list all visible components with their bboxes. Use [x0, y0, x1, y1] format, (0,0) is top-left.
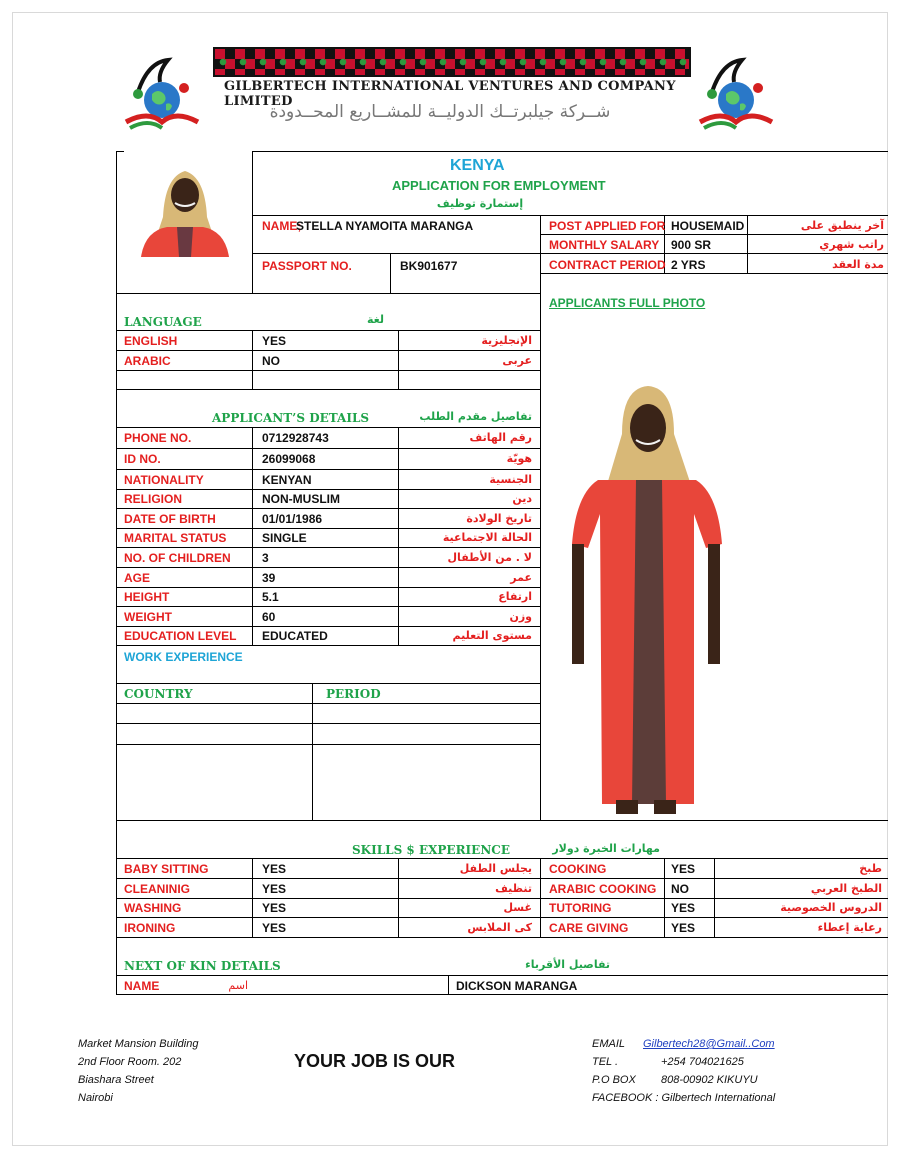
- skill-value: YES: [262, 862, 287, 876]
- details-heading-arabic: تفاصيل مقدم الطلب: [419, 410, 532, 423]
- applicant-full-photo: [566, 384, 726, 820]
- email-link[interactable]: Gilbertech28@Gmail..Com: [643, 1038, 775, 1050]
- details-row-value: NON-MUSLIM: [262, 492, 340, 506]
- skill-arabic: رعاية إعطاء: [817, 921, 882, 934]
- language-row-label: ENGLISH: [124, 334, 178, 348]
- details-row-arabic: ارتفاع: [498, 590, 532, 603]
- details-row-label: HEIGHT: [124, 590, 170, 604]
- details-row-label: MARITAL STATUS: [124, 531, 227, 545]
- skill-arabic: الدروس الخصوصية: [780, 901, 882, 914]
- footer-slogan: YOUR JOB IS OUR: [294, 1051, 456, 1071]
- details-row-value: 60: [262, 610, 276, 624]
- details-row-arabic: تاريخ الولادة: [466, 512, 532, 525]
- details-row-value: 0712928743: [262, 431, 329, 445]
- post-label: POST APPLIED FOR: [549, 219, 666, 233]
- address-line: Market Mansion Building: [78, 1038, 199, 1050]
- details-row-label: NATIONALITY: [124, 473, 204, 487]
- skill-arabic: كى الملابس: [467, 921, 532, 934]
- company-name-english: GILBERTECH INTERNATIONAL VENTURES AND COMPANY LIMITED: [224, 79, 676, 109]
- skill-arabic: غسل: [503, 901, 532, 914]
- details-row-arabic: رقم الهاتف: [469, 431, 532, 444]
- skill-label: CLEANINIG: [124, 882, 190, 896]
- details-row-label: WEIGHT: [124, 610, 172, 624]
- pobox-label: P.O BOX: [592, 1074, 636, 1086]
- details-row-value: KENYAN: [262, 473, 312, 487]
- skill-value: YES: [671, 862, 696, 876]
- post-value: HOUSEMAID: [671, 219, 745, 233]
- details-row-label: EDUCATION LEVEL: [124, 629, 237, 643]
- company-name-arabic: شــركة جيلبرتــك الدوليــة للمشــاريع المحــدودة: [269, 102, 611, 122]
- skill-label: ARABIC COOKING: [549, 882, 657, 896]
- company-logo-right: [692, 52, 780, 136]
- details-row-arabic: لا . من الأطفال: [447, 551, 532, 564]
- address-line: Nairobi: [78, 1092, 113, 1104]
- address-line: Biashara Street: [78, 1074, 154, 1086]
- form-country: KENYA: [450, 157, 505, 174]
- kin-name-arabic: اسم: [228, 979, 248, 992]
- skill-label: CARE GIVING: [549, 921, 629, 935]
- skill-label: WASHING: [124, 901, 182, 915]
- kin-heading: NEXT OF KIN DETAILS: [124, 959, 281, 973]
- form-title-arabic: إستمارة توظيف: [436, 197, 524, 210]
- skill-arabic: طبخ: [859, 862, 882, 875]
- details-row-arabic: دين: [512, 492, 532, 505]
- details-row-arabic: الحالة الاجتماعية: [442, 531, 532, 544]
- tel-label: TEL .: [592, 1056, 619, 1068]
- language-row-label: ARABIC: [124, 354, 171, 368]
- skill-label: TUTORING: [549, 901, 612, 915]
- skill-value: YES: [262, 921, 287, 935]
- contract-value: 2 YRS: [671, 258, 706, 272]
- details-row-label: AGE: [124, 571, 151, 585]
- salary-arabic: راتب شهري: [819, 238, 884, 251]
- skill-value: YES: [262, 882, 287, 896]
- skill-label: IRONING: [124, 921, 176, 935]
- tel-value: +254 704021625: [661, 1056, 744, 1068]
- facebook-text: FACEBOOK : Gilbertech International: [592, 1092, 776, 1104]
- skill-arabic: الطبخ العربي: [810, 882, 882, 895]
- kin-name-value: DICKSON MARANGA: [456, 979, 578, 993]
- details-row-label: DATE OF BIRTH: [124, 512, 216, 526]
- name-value: STELLA NYAMOITA MARANGA: [296, 219, 474, 233]
- details-row-value: 26099068: [262, 452, 316, 466]
- details-row-value: 01/01/1986: [262, 512, 323, 526]
- skill-value: NO: [671, 882, 689, 896]
- name-label: NAME;: [262, 219, 302, 233]
- salary-value: 900 SR: [671, 238, 712, 252]
- details-row-value: 39: [262, 571, 276, 585]
- contract-arabic: مدة العقد: [832, 258, 884, 271]
- details-row-label: NO. OF CHILDREN: [124, 551, 231, 565]
- skills-heading-arabic: مهارات الخبرة دولار: [552, 842, 660, 855]
- company-logo-left: [118, 52, 206, 136]
- passport-label: PASSPORT NO.: [262, 259, 352, 273]
- pobox-value: 808-00902 KIKUYU: [661, 1074, 758, 1086]
- skill-value: YES: [671, 921, 696, 935]
- language-heading-arabic: لغة: [366, 313, 384, 326]
- details-row-label: RELIGION: [124, 492, 183, 506]
- kin-heading-arabic: تفاصيل الأقرباء: [525, 958, 610, 971]
- language-row-arabic: الإنجليزية: [481, 334, 532, 347]
- kin-name-label: NAME: [124, 979, 160, 993]
- details-row-value: 3: [262, 551, 269, 565]
- details-heading: APPLICANT’S DETAILS: [212, 411, 370, 425]
- details-row-value: 5.1: [262, 590, 279, 604]
- skills-heading: SKILLS $ EXPERIENCE: [352, 843, 510, 857]
- header-banner-dots: [213, 58, 691, 66]
- details-row-value: EDUCATED: [262, 629, 328, 643]
- skill-arabic: تنظيف: [495, 882, 532, 895]
- details-row-arabic: وزن: [509, 610, 532, 623]
- address-line: 2nd Floor Room. 202: [78, 1056, 182, 1068]
- details-row-arabic: عمر: [510, 571, 532, 584]
- language-row-arabic: عربى: [502, 354, 532, 367]
- work-country-header: COUNTRY: [124, 687, 193, 701]
- details-row-arabic: هويّة: [506, 452, 532, 465]
- language-heading: LANGUAGE: [124, 315, 202, 329]
- post-arabic: آخر ينطبق على: [800, 219, 884, 232]
- details-row-label: PHONE NO.: [124, 431, 192, 445]
- details-row-value: SINGLE: [262, 531, 307, 545]
- skill-arabic: يجلس الطفل: [459, 862, 532, 875]
- full-photo-label: APPLICANTS FULL PHOTO: [549, 296, 706, 310]
- salary-label: MONTHLY SALARY: [549, 238, 660, 252]
- details-row-arabic: مستوى التعليم: [452, 629, 532, 642]
- skill-value: YES: [262, 901, 287, 915]
- work-period-header: PERIOD: [326, 687, 381, 701]
- details-row-arabic: الجنسية: [489, 473, 532, 486]
- language-row-value: YES: [262, 334, 287, 348]
- passport-value: BK901677: [400, 259, 458, 273]
- email-label: EMAIL: [592, 1038, 626, 1050]
- contract-label: CONTRACT PERIOD: [549, 258, 666, 272]
- skill-value: YES: [671, 901, 696, 915]
- form-title: APPLICATION FOR EMPLOYMENT: [392, 178, 606, 193]
- language-row-value: NO: [262, 354, 280, 368]
- skill-label: COOKING: [549, 862, 607, 876]
- skill-label: BABY SITTING: [124, 862, 209, 876]
- work-experience-heading: WORK EXPERIENCE: [124, 650, 243, 664]
- details-row-label: ID NO.: [124, 452, 161, 466]
- passport-photo: [135, 157, 233, 257]
